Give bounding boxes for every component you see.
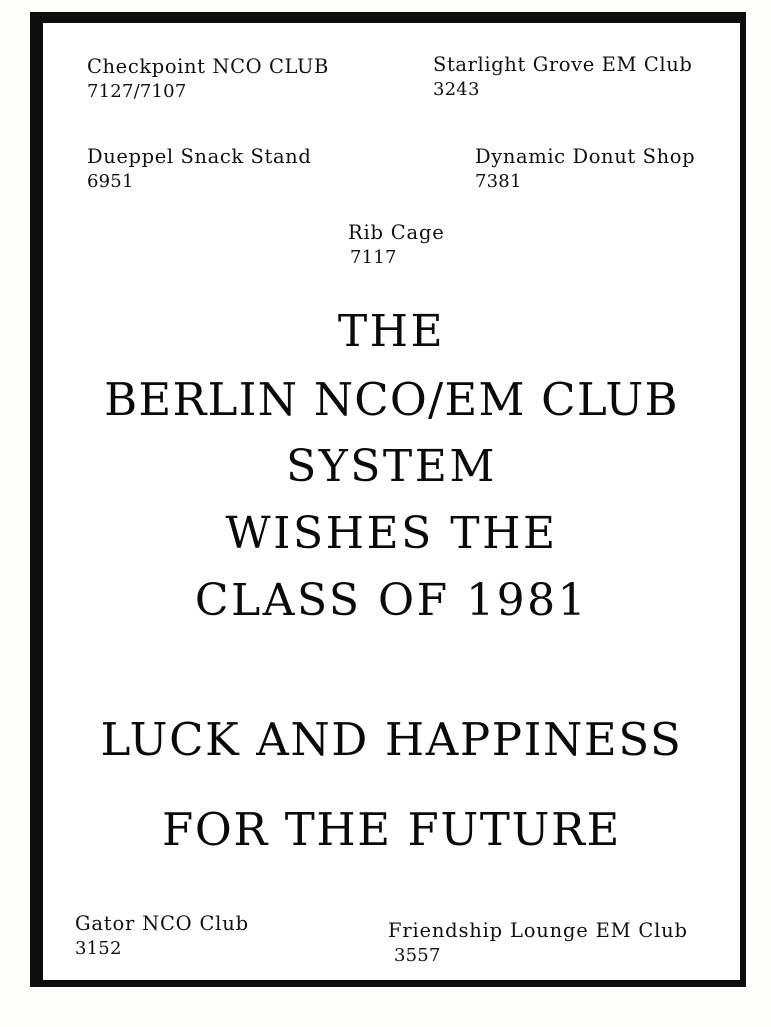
club-name: Checkpoint NCO CLUB xyxy=(87,55,329,78)
club-phone: 6951 xyxy=(87,170,134,192)
wish-block xyxy=(43,695,740,875)
headline-line-1: THE xyxy=(337,306,446,357)
advertisement-content xyxy=(43,23,740,980)
club-phone: 7381 xyxy=(475,170,522,192)
wish-line-2: FOR THE FUTURE xyxy=(162,803,621,856)
club-name: Gator NCO Club xyxy=(75,912,249,935)
headline-line-2: BERLIN NCO/EM CLUB xyxy=(104,372,679,426)
club-name: Rib Cage xyxy=(348,221,445,244)
club-listing xyxy=(87,55,329,103)
club-phone: 3243 xyxy=(433,78,480,100)
club-listing xyxy=(87,145,311,193)
club-phone: 7127/7107 xyxy=(87,80,187,102)
club-listing xyxy=(75,912,249,960)
headline-line-3: SYSTEM xyxy=(286,441,497,493)
headline-line-5: CLASS OF 1981 xyxy=(194,575,589,627)
club-name: Friendship Lounge EM Club xyxy=(388,919,688,942)
club-listing xyxy=(433,53,692,101)
club-name: Starlight Grove EM Club xyxy=(433,53,693,76)
club-listing xyxy=(475,145,695,193)
headline-line-4: WISHES THE xyxy=(225,508,558,560)
club-name: Dynamic Donut Shop xyxy=(475,145,696,168)
wish-line-1: LUCK AND HAPPINESS xyxy=(100,713,683,766)
advertisement-border xyxy=(30,12,746,987)
club-listing xyxy=(388,919,688,967)
club-phone: 7117 xyxy=(350,246,397,268)
club-name: Dueppel Snack Stand xyxy=(87,145,312,168)
club-listing xyxy=(348,221,445,269)
club-phone: 3557 xyxy=(394,944,441,966)
club-phone: 3152 xyxy=(75,937,122,959)
headline-block xyxy=(43,299,740,635)
